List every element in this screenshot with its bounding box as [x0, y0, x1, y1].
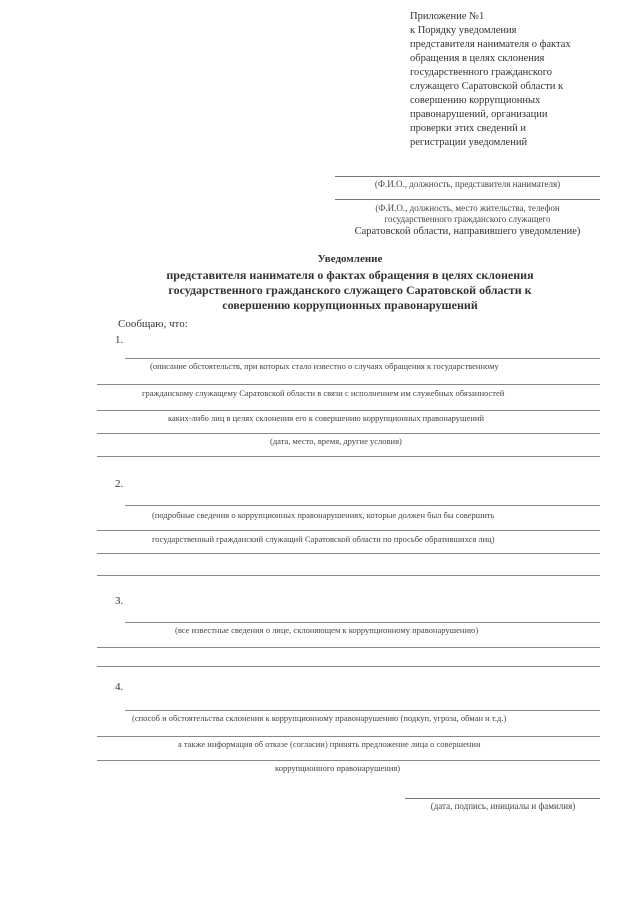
appendix-line: обращения в целях склонения	[410, 53, 545, 64]
fill-line[interactable]	[97, 456, 600, 457]
fill-line[interactable]	[125, 710, 600, 711]
fill-line[interactable]	[97, 384, 600, 385]
document-subtitle-2: государственного гражданского служащего Саратовской области к	[168, 283, 532, 297]
signature-caption: (дата, подпись, инициалы и фамилия)	[430, 801, 576, 811]
appendix-line: правонарушений, организации	[410, 109, 548, 120]
section-number: 2.	[115, 478, 124, 490]
section-hint: коррупционного правонарушения)	[275, 763, 401, 773]
appendix-line: регистрации уведомлений	[410, 137, 528, 148]
document-title: Уведомление	[317, 253, 383, 265]
document-subtitle-1: представителя нанимателя о фактах обращения в целях склонения	[166, 268, 534, 282]
section-hint: (подробные сведения о коррупционных правонарушениях, которые должен был бы совершить	[152, 510, 495, 520]
appendix-line: Приложение №1	[410, 11, 485, 22]
appendix-line: служащего Саратовской области к	[410, 81, 564, 92]
section-number: 4.	[115, 681, 124, 693]
fill-line[interactable]	[125, 622, 600, 623]
section-hint: каких-либо лиц в целях склонения его к совершению коррупционных правонарушений	[168, 413, 485, 423]
sender-caption-3: Саратовской области, направившего уведомление)	[354, 226, 581, 237]
section-hint: государственный гражданский служащий Саратовской области по просьбе обратившихся лиц)	[152, 534, 495, 544]
fill-line[interactable]	[97, 553, 600, 554]
sender-caption-1: (Ф.И.О., должность, место жительства, телефон	[375, 203, 560, 213]
section-hint: (описание обстоятельств, при которых стало известно о случаях обращения к государственному	[150, 361, 499, 371]
fill-line[interactable]	[97, 530, 600, 531]
section-number: 3.	[115, 595, 124, 607]
fill-line[interactable]	[125, 358, 600, 359]
section-hint: (способ и обстоятельства склонения к коррупционному правонарушению (подкуп, угроза, обман и т.д.)	[132, 713, 507, 723]
fill-line[interactable]	[97, 433, 600, 434]
appendix-header	[410, 10, 610, 150]
section-hint: (дата, место, время, другие условия)	[270, 436, 402, 446]
appendix-line: совершению коррупционных	[410, 95, 541, 106]
appendix-line: к Порядку уведомления	[410, 25, 517, 36]
fill-line[interactable]	[97, 647, 600, 648]
fill-line[interactable]	[97, 575, 600, 576]
fill-line[interactable]	[97, 666, 600, 667]
intro-text: Сообщаю, что:	[118, 318, 188, 330]
section-hint: гражданскому служащему Саратовской области в связи с исполнением им служебных обязанностей	[142, 388, 505, 398]
appendix-line: представителя нанимателя о фактах	[410, 39, 571, 50]
appendix-line: проверки этих сведений и	[410, 123, 527, 134]
signature-line[interactable]	[405, 798, 600, 799]
sender-caption-2: государственного гражданского служащего	[384, 214, 551, 224]
recipient-field-line[interactable]	[335, 176, 600, 177]
appendix-line: государственного гражданского	[410, 67, 553, 78]
recipient-caption: (Ф.И.О., должность, представителя нанимателя)	[374, 179, 561, 189]
sender-field-line[interactable]	[335, 199, 600, 200]
fill-line[interactable]	[125, 505, 600, 506]
fill-line[interactable]	[97, 736, 600, 737]
fill-line[interactable]	[97, 410, 600, 411]
section-hint: а также информация об отказе (согласии) принять предложение лица о совершении	[178, 739, 481, 749]
fill-line[interactable]	[97, 760, 600, 761]
document-subtitle-3: совершению коррупционных правонарушений	[222, 298, 478, 312]
section-number: 1.	[115, 334, 124, 346]
section-hint: (все известные сведения о лице, склоняющем к коррупционному правонарушению)	[175, 625, 479, 635]
